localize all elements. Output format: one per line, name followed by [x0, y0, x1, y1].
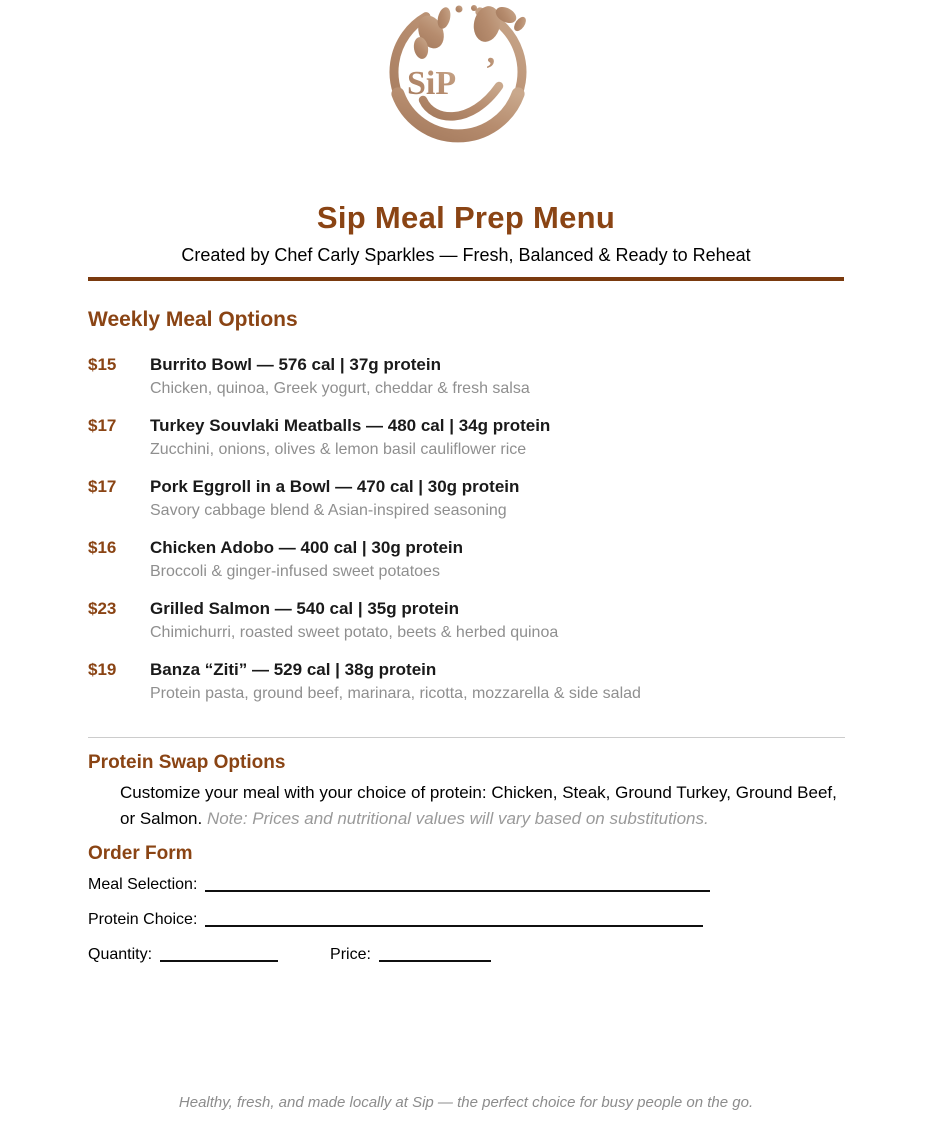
meal-title: Grilled Salmon — 540 cal | 35g protein	[150, 599, 459, 618]
meal-price: $15	[88, 355, 117, 374]
meal-description: Protein pasta, ground beef, marinara, ricotta, mozzarella & side salad	[150, 685, 641, 702]
meal-title: Chicken Adobo — 400 cal | 30g protein	[150, 538, 464, 557]
quantity-field[interactable]	[160, 946, 278, 962]
meal-title: Burrito Bowl — 576 cal | 37g protein	[150, 355, 441, 374]
weekly-meal-options-heading: Weekly Meal Options	[88, 308, 298, 331]
meal-price: $17	[88, 416, 117, 435]
protein-swap-note: Note: Prices and nutritional values will vary based on substitutions.	[206, 809, 709, 828]
quantity-label: Quantity:	[88, 946, 153, 963]
sip-logo-icon	[371, 4, 561, 144]
meal-title: Turkey Souvlaki Meatballs — 480 cal | 34g protein	[150, 416, 551, 435]
protein-choice-field[interactable]	[205, 911, 703, 927]
meal-item-chicken-adobo	[88, 537, 845, 582]
meal-selection-label: Meal Selection:	[88, 876, 198, 893]
meal-description: Broccoli & ginger-infused sweet potatoes	[150, 563, 440, 580]
section-divider	[88, 737, 845, 738]
protein-swap-sentence: Customize your meal with your choice of protein: Chicken, Steak, Ground Turkey, Ground Beef, or Salmon.	[120, 783, 837, 828]
logo-text: SiP	[407, 65, 457, 102]
meal-price: $16	[88, 538, 117, 557]
meal-price: $17	[88, 477, 117, 496]
meal-description: Zucchini, onions, olives & lemon basil cauliflower rice	[150, 441, 527, 458]
meal-item-banza-ziti	[88, 659, 845, 704]
meal-price: $23	[88, 599, 117, 618]
protein-choice-label: Protein Choice:	[88, 911, 198, 928]
protein-choice-row	[88, 905, 845, 935]
page-subtitle: Created by Chef Carly Sparkles — Fresh, Balanced & Ready to Reheat	[181, 245, 751, 265]
logo-container	[0, 0, 932, 144]
logo-apostrophe: ’	[485, 51, 497, 88]
meal-description: Chicken, quinoa, Greek yogurt, cheddar & fresh salsa	[150, 380, 530, 397]
meal-selection-row	[88, 870, 845, 900]
meal-selection-field[interactable]	[205, 876, 710, 892]
header-rule	[88, 277, 844, 281]
meal-price: $19	[88, 660, 117, 679]
price-label: Price:	[330, 946, 371, 963]
meal-list	[88, 354, 845, 704]
meal-item-grilled-salmon	[88, 598, 845, 643]
meal-description: Savory cabbage blend & Asian-inspired seasoning	[150, 502, 507, 519]
protein-swap-heading: Protein Swap Options	[88, 752, 286, 773]
meal-description: Chimichurri, roasted sweet potato, beets & herbed quinoa	[150, 624, 559, 641]
meal-item-turkey-souvlaki	[88, 415, 845, 460]
price-field[interactable]	[379, 946, 491, 962]
quantity-price-row	[88, 940, 845, 970]
protein-swap-text	[88, 780, 845, 832]
order-form-heading: Order Form	[88, 843, 193, 864]
page-title: Sip Meal Prep Menu	[316, 200, 616, 235]
footer-tagline: Healthy, fresh, and made locally at Sip — the perfect choice for busy people on the go.	[178, 1094, 754, 1111]
meal-item-pork-eggroll	[88, 476, 845, 521]
document-body	[0, 307, 932, 970]
meal-item-burrito-bowl	[88, 354, 845, 399]
meal-title: Pork Eggroll in a Bowl — 470 cal | 30g protein	[150, 477, 520, 496]
meal-title: Banza “Ziti” — 529 cal | 38g protein	[150, 660, 437, 679]
